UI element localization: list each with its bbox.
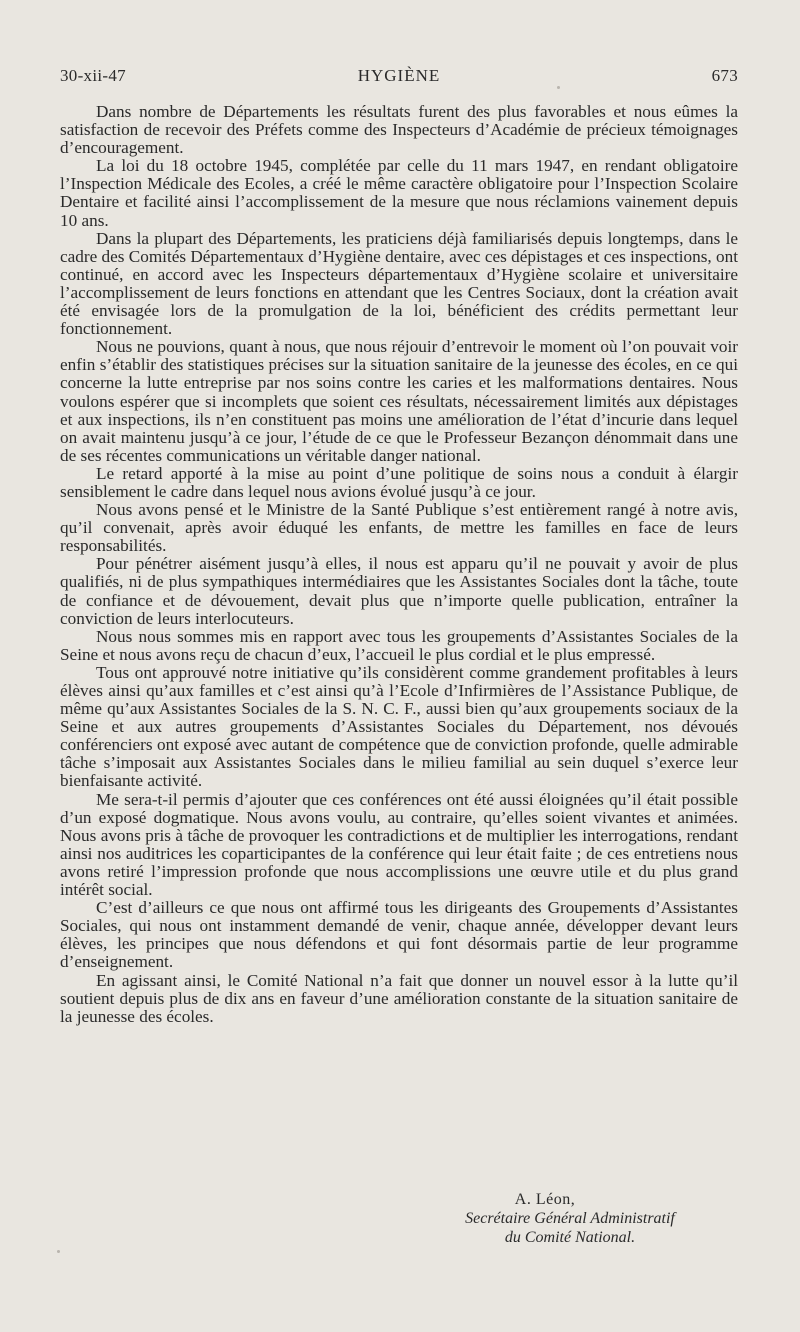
- paragraph: Nous nous sommes mis en rapport avec tous les groupements d’Assistantes Sociales de la Seine et nous avons reçu de chacun d’eux, l’accueil le plus cordial et le plus empressé.: [60, 626, 738, 664]
- paragraph: Nous avons pensé et le Ministre de la Santé Publique s’est entièrement rangé à notre avis, qu’il convenait, après avoir éduqué les enfants, de mettre les familles en face de leurs responsabilités.: [60, 500, 738, 556]
- article-body: [60, 103, 738, 1026]
- paper-speck: [57, 1250, 60, 1253]
- paragraph: Me sera-t-il permis d’ajouter que ces conférences ont été aussi éloignées qu’il était possible d’un exposé dogmatique. Nous avons voulu, au contraire, qu’elles soient vivantes et animées. Nous avons pris à tâche de provoquer les contradictions et de multiplier les interrogations, rendant ainsi nos auditrices les coparticipantes de la conférence qui leur était faite ; de ces entretiens nous avons retiré l’impression profonde que nous accomplissions une œuvre utile et du plus grand intérêt social.: [60, 789, 738, 900]
- paragraph: Le retard apporté à la mise au point d’une politique de soins nous a conduit à élargir sensiblement le cadre dans lequel nous avions évolué jusqu’à ce jour.: [60, 463, 738, 501]
- paragraph: Dans nombre de Départements les résultats furent des plus favorables et nous eûmes la satisfaction de recevoir des Préfets comme des Inspecteurs d’Académie de précieux témoignages d’encouragement.: [60, 102, 738, 158]
- paragraph: Pour pénétrer aisément jusqu’à elles, il nous est apparu qu’il ne pouvait y avoir de plus qualifiés, ni de plus sympathiques intermédiaires que les Assistantes Sociales dont la tâche, toute de confiance et de dévouement, devait plus que n’importe quelle publication, entraîner la conviction de leurs interlocuteurs.: [60, 554, 738, 628]
- signature-title: Secrétaire Général Administratif: [465, 1210, 675, 1227]
- header-page-number: 673: [711, 66, 738, 85]
- signature-name: A. Léon,: [514, 1191, 576, 1208]
- paragraph: Nous ne pouvions, quant à nous, que nous réjouir d’entrevoir le moment où l’on pouvait voir enfin s’établir des statistiques précises sur la situation sanitaire de la jeunesse des écoles, en ce qui concerne la lutte entreprise par nos soins contre les caries et les malformations dentaires. Nous voulons espérer que si incomplets que soient ces résultats, nécessairement limités aux dépistages et aux inspections, ils n’en constituent pas moins une amélioration de l’état d’incurie dans lequel on avait maintenu jusqu’à ce jour, l’étude de ce que le Professeur Bezançon dénommait dans une de ses récentes communications un véritable danger national.: [60, 337, 738, 465]
- header-title: HYGIÈNE: [357, 66, 441, 85]
- paragraph: C’est d’ailleurs ce que nous ont affirmé tous les dirigeants des Groupements d’Assistantes Sociales, qui nous ont instamment demandé de venir, chaque année, développer devant leurs élèves, les principes que nous défendons et qui font désormais partie de leur programme d’enseignement.: [60, 898, 738, 972]
- paper-speck: [557, 86, 560, 89]
- paragraph: Dans la plupart des Départements, les praticiens déjà familiarisés depuis longtemps, dans le cadre des Comités Départementaux d’Hygiène dentaire, avec ces dépistages et ces inspections, ont continué, en accord avec les Inspecteurs départementaux d’Hygiène scolaire et universitaire l’accomplissement de leurs fonctions en attendant que les Centres Sociaux, dont la création avait été envisagée lors de la promulgation de la loi, bénéficient des crédits permettant leur fonctionnement.: [60, 228, 738, 339]
- running-head: [60, 66, 738, 88]
- signature-block: [400, 1190, 700, 1247]
- paragraph: La loi du 18 octobre 1945, complétée par celle du 11 mars 1947, en rendant obligatoire l’Inspection Médicale des Ecoles, a créé le même caractère obligatoire pour l’Inspection Scolaire Dentaire et facilité ainsi l’accomplissement de la mesure que nous réclamions vainement depuis 10 ans.: [60, 156, 738, 230]
- paragraph: En agissant ainsi, le Comité National n’a fait que donner un nouvel essor à la lutte qu’il soutient depuis plus de dix ans en faveur d’une amélioration constante de la situation sanitaire de la jeunesse des écoles.: [60, 970, 738, 1026]
- signature-title-continued: du Comité National.: [504, 1229, 636, 1246]
- header-date: 30-xii-47: [60, 66, 126, 85]
- paragraph: Tous ont approuvé notre initiative qu’ils considèrent comme grandement profitables à leurs élèves ainsi qu’aux familles et c’est ainsi qu’à l’Ecole d’Infirmières de l’Assistance Publique, de même qu’aux Assistantes Sociales de la S. N. C. F., aussi bien qu’aux groupements sociaux de la Seine et aux autres groupements d’Assistantes Sociales du Département, nos dévoués conférenciers ont exposé avec autant de compétence que de conviction profonde, quelle admirable tâche s’imposait aux Assistantes Sociales dans le milieu familial au sein duquel s’exerce leur bienfaisante activité.: [60, 662, 738, 791]
